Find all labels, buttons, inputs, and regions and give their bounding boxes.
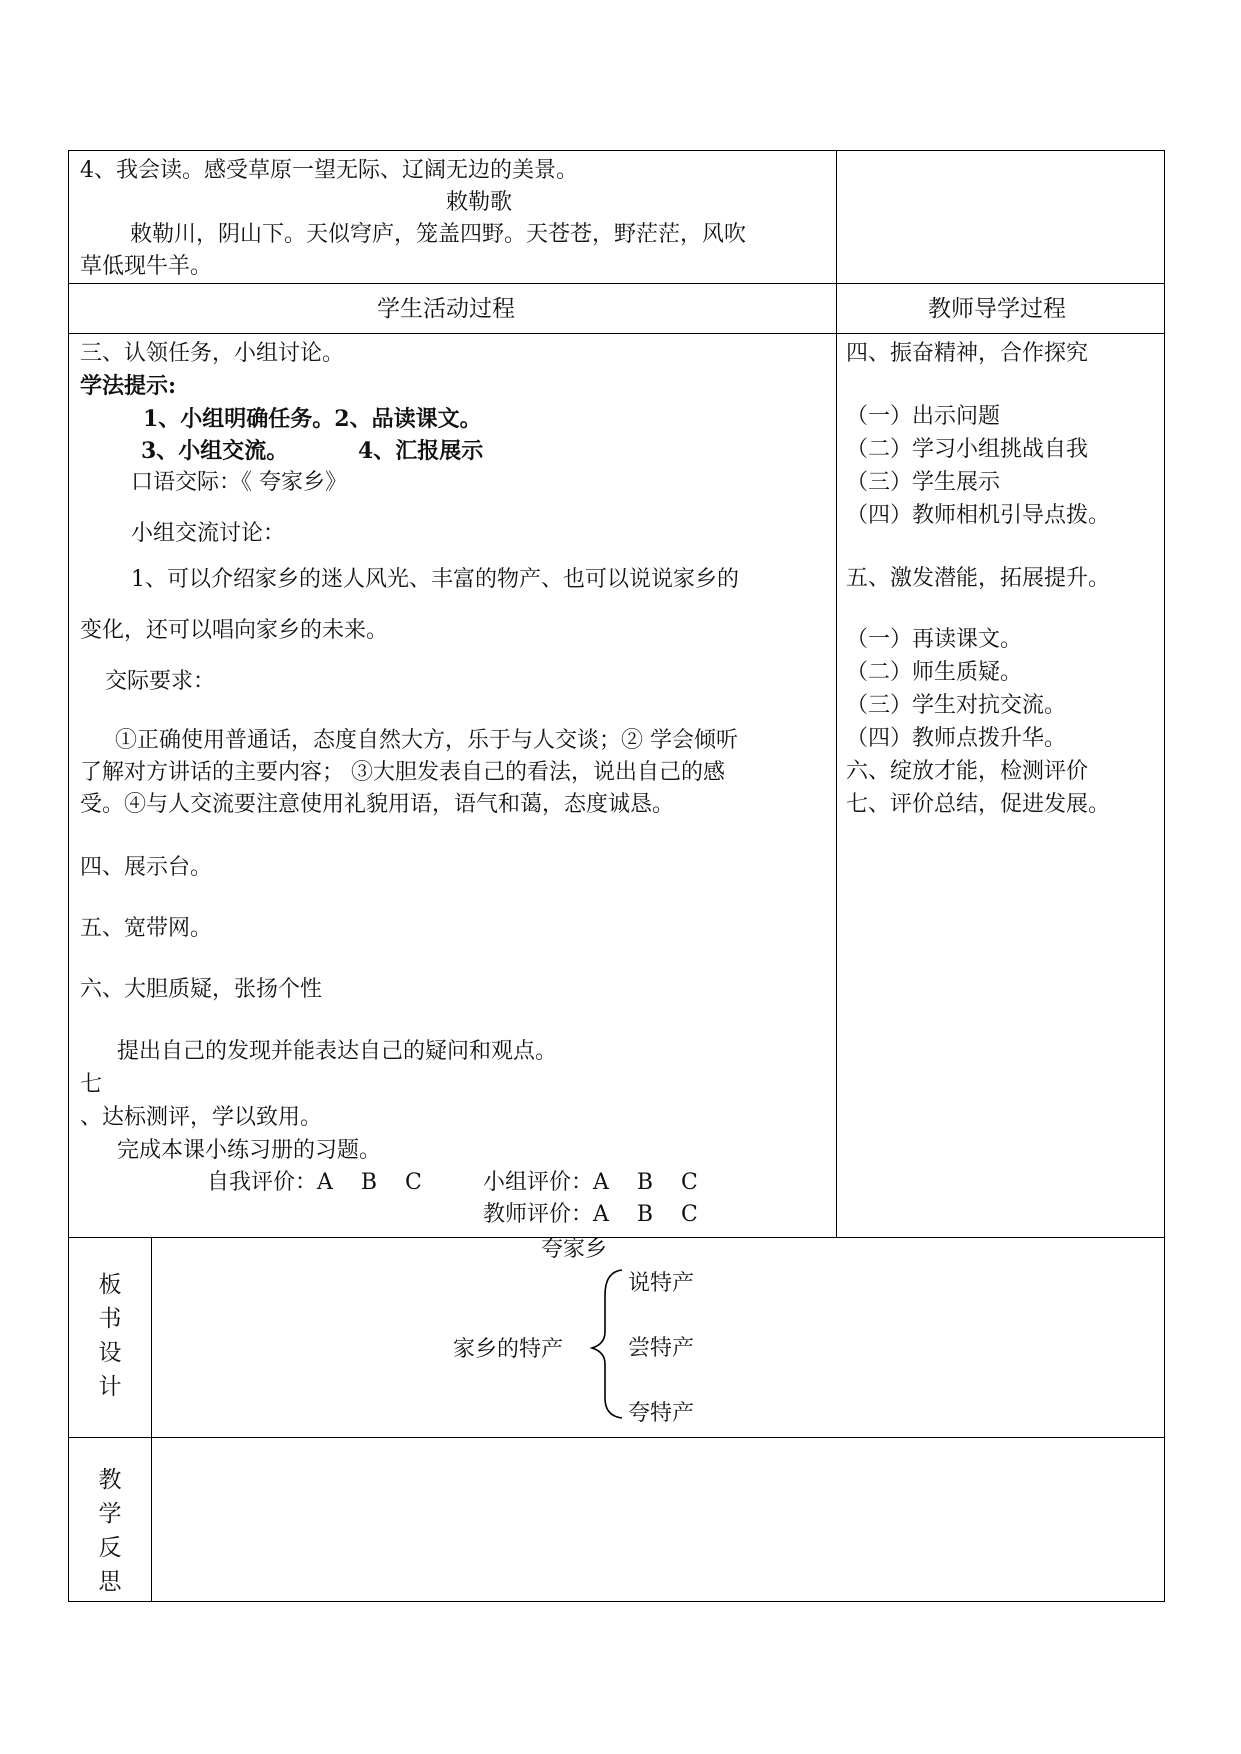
method-tip-1: 1、小组明确任务。2、品读课文。 — [143, 406, 482, 432]
teacher-step-5-2: （二）师生质疑。 — [846, 660, 1023, 685]
student-step-7-detail: 完成本课小练习册的习题。 — [117, 1138, 382, 1163]
board-root-node: 家乡的特产 — [453, 1337, 564, 1362]
teacher-step-5-1: （一）再读课文。 — [846, 627, 1023, 652]
teacher-step-4-4: （四）教师相机引导点拨。 — [846, 503, 1111, 528]
student-step-4: 四、展示台。 — [80, 855, 213, 880]
discussion-point-1b: 变化，还可以唱向家乡的未来。 — [80, 618, 389, 643]
poem-line-2: 草低现牛羊。 — [80, 254, 213, 279]
student-step-6: 六、大胆质疑，张扬个性 — [80, 977, 323, 1002]
requirement-line-1: ①正确使用普通话，态度自然大方，乐于与人交谈；② 学会倾听 — [115, 728, 738, 753]
requirements-label: 交际要求： — [105, 669, 216, 694]
group-evaluation: 小组评价：A B C — [483, 1170, 698, 1195]
student-step-7: 、达标测评，学以致用。 — [80, 1105, 323, 1130]
poem-line-1: 敕勒川，阴山下。天似穹庐，笼盖四野。天苍苍，野茫茫，风吹 — [130, 222, 747, 247]
group-discussion-label: 小组交流讨论： — [131, 521, 286, 546]
board-branch-1: 说特产 — [628, 1271, 695, 1296]
teacher-step-5-3: （三）学生对抗交流。 — [846, 693, 1067, 718]
self-evaluation: 自我评价：A B C — [207, 1170, 422, 1195]
method-tip-3: 3、小组交流。 — [141, 438, 289, 464]
reflection-label-char-3: 反 — [98, 1535, 122, 1561]
board-title: 夸家乡 — [541, 1237, 608, 1262]
reflection-label-char-2: 学 — [98, 1501, 122, 1527]
method-tip-4: 4、汇报展示 — [358, 438, 484, 464]
oral-communication-topic: 口语交际：《 夸家乡》 — [131, 470, 347, 495]
poem-title: 敕勒歌 — [446, 190, 513, 215]
board-label-char-4: 计 — [98, 1374, 122, 1400]
board-branch-2: 尝特产 — [628, 1336, 695, 1361]
teacher-step-5-4: （四）教师点拨升华。 — [846, 726, 1067, 751]
board-label-char-1: 板 — [98, 1272, 122, 1298]
teacher-evaluation: 教师评价：A B C — [483, 1202, 698, 1227]
student-step-7-number: 七 — [80, 1072, 103, 1097]
teacher-column-header: 教师导学过程 — [928, 296, 1066, 322]
teacher-step-6: 六、绽放才能，检测评价 — [846, 759, 1089, 784]
teacher-step-5: 五、激发潜能，拓展提升。 — [846, 566, 1111, 591]
student-step-3: 三、认领任务，小组讨论。 — [80, 341, 345, 366]
student-column-header: 学生活动过程 — [377, 296, 515, 322]
discussion-point-1a: 1、可以介绍家乡的迷人风光、丰富的物产、也可以说说家乡的 — [131, 567, 739, 592]
requirement-line-3: 受。④与人交流要注意使用礼貌用语，语气和蔼，态度诚恳。 — [80, 792, 675, 817]
teacher-step-4: 四、振奋精神，合作探究 — [846, 341, 1089, 366]
reflection-label-char-4: 思 — [98, 1569, 122, 1595]
reflection-label-char-1: 教 — [98, 1467, 122, 1493]
teaching-reflection-label — [70, 1463, 150, 1599]
student-step-6-detail: 提出自己的发现并能表达自己的疑问和观点。 — [117, 1039, 558, 1064]
board-label-char-3: 设 — [98, 1340, 122, 1366]
teacher-step-4-1: （一）出示问题 — [846, 404, 1001, 429]
teacher-step-4-3: （三）学生展示 — [846, 470, 1001, 495]
teacher-step-4-2: （二）学习小组挑战自我 — [846, 437, 1089, 462]
method-tip-label: 学法提示: — [80, 373, 177, 399]
board-label-char-2: 书 — [98, 1306, 122, 1332]
teacher-step-7: 七、评价总结，促进发展。 — [846, 792, 1111, 817]
reading-task: 4、我会读。感受草原一望无际、辽阔无边的美景。 — [80, 158, 578, 183]
student-step-5: 五、宽带网。 — [80, 916, 213, 941]
requirement-line-2: 了解对方讲话的主要内容； ③大胆发表自己的看法，说出自己的感 — [80, 760, 725, 785]
board-branch-3: 夸特产 — [628, 1401, 695, 1426]
